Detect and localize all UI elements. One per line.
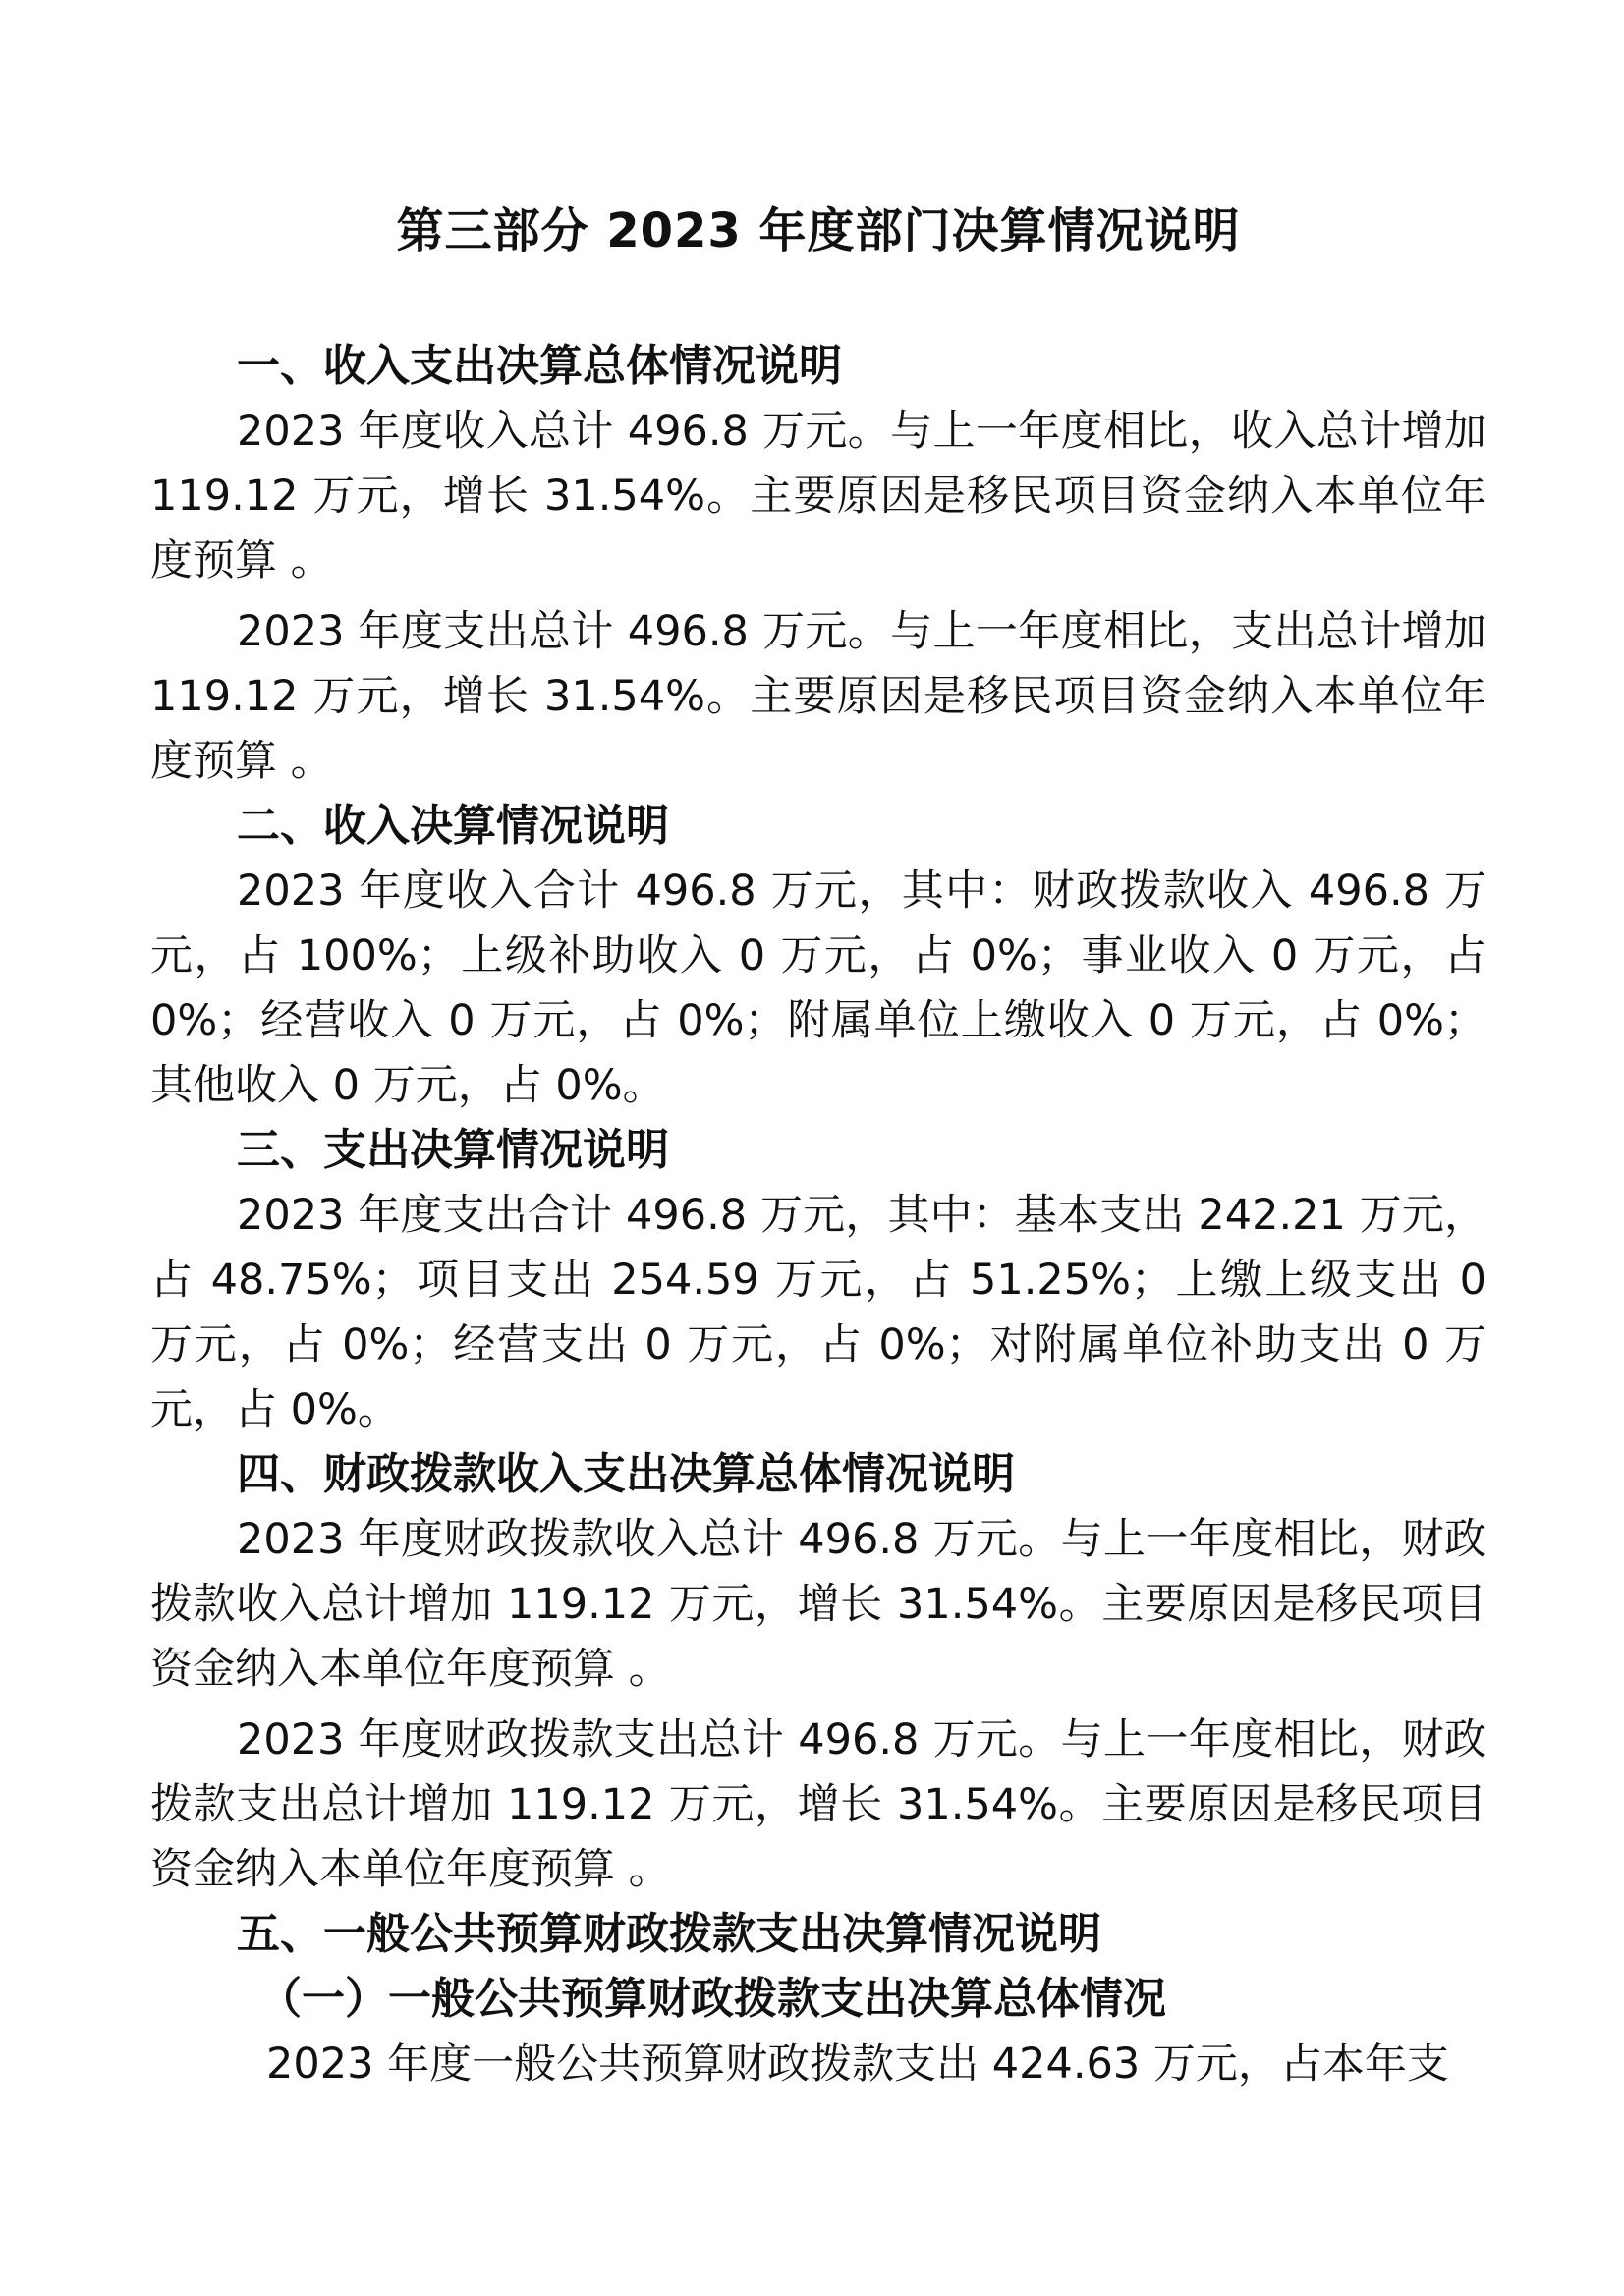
section-5-paragraph-1: 2023 年度一般公共预算财政拨款支出 424.63 万元，占本年支 (266, 2040, 1449, 2089)
document-title: 第三部分 2023 年度部门决算情况说明 (396, 203, 1241, 258)
section-heading-2: 二、收入决算情况说明 (237, 801, 669, 851)
section-heading-3: 三、支出决算情况说明 (237, 1125, 669, 1175)
section-1-paragraph-2: 2023 年度支出总计 496.8 万元。与上一年度相比，支出总计增加 119.12 万元，增长 31.54%。主要原因是移民项目资金纳入本单位年度预算 。 (150, 607, 1486, 786)
section-4-paragraph-2: 2023 年度财政拨款支出总计 496.8 万元。与上一年度相比，财政拨款支出总计增加 119.12 万元，增长 31.54%。主要原因是移民项目资金纳入本单位年度预算 。 (150, 1715, 1486, 1894)
section-1-paragraph-1: 2023 年度收入总计 496.8 万元。与上一年度相比，收入总计增加 119.12 万元，增长 31.54%。主要原因是移民项目资金纳入本单位年度预算 。 (150, 407, 1486, 586)
section-heading-1: 一、收入支出决算总体情况说明 (237, 341, 842, 391)
section-heading-5: 五、一般公共预算财政拨款支出决算情况说明 (237, 1909, 1101, 1959)
section-4-paragraph-1: 2023 年度财政拨款收入总计 496.8 万元。与上一年度相比，财政拨款收入总计增加 119.12 万元，增长 31.54%。主要原因是移民项目资金纳入本单位年度预算 。 (150, 1515, 1486, 1694)
section-heading-4: 四、财政拨款收入支出决算总体情况说明 (237, 1449, 1015, 1499)
section-2-paragraph-1: 2023 年度收入合计 496.8 万元，其中：财政拨款收入 496.8 万元，占 100%；上级补助收入 0 万元，占 0%；事业收入 0 万元，占 0%；经营收入 0 万元，占 0%；附属单位上缴收入 0 万元，占 0%；其他收入 0 万元，占 0%。 (150, 867, 1486, 1110)
section-3-paragraph-1: 2023 年度支出合计 496.8 万元，其中：基本支出 242.21 万元，占 48.75%；项目支出 254.59 万元，占 51.25%；上缴上级支出 0 万元，占 0%；经营支出 0 万元，占 0%；对附属单位补助支出 0 万元，占 0%。 (150, 1191, 1486, 1434)
document-body (150, 196, 1486, 2097)
section-5-subheading: （一）一般公共预算财政拨款支出决算总体情况 (258, 1974, 1166, 2024)
